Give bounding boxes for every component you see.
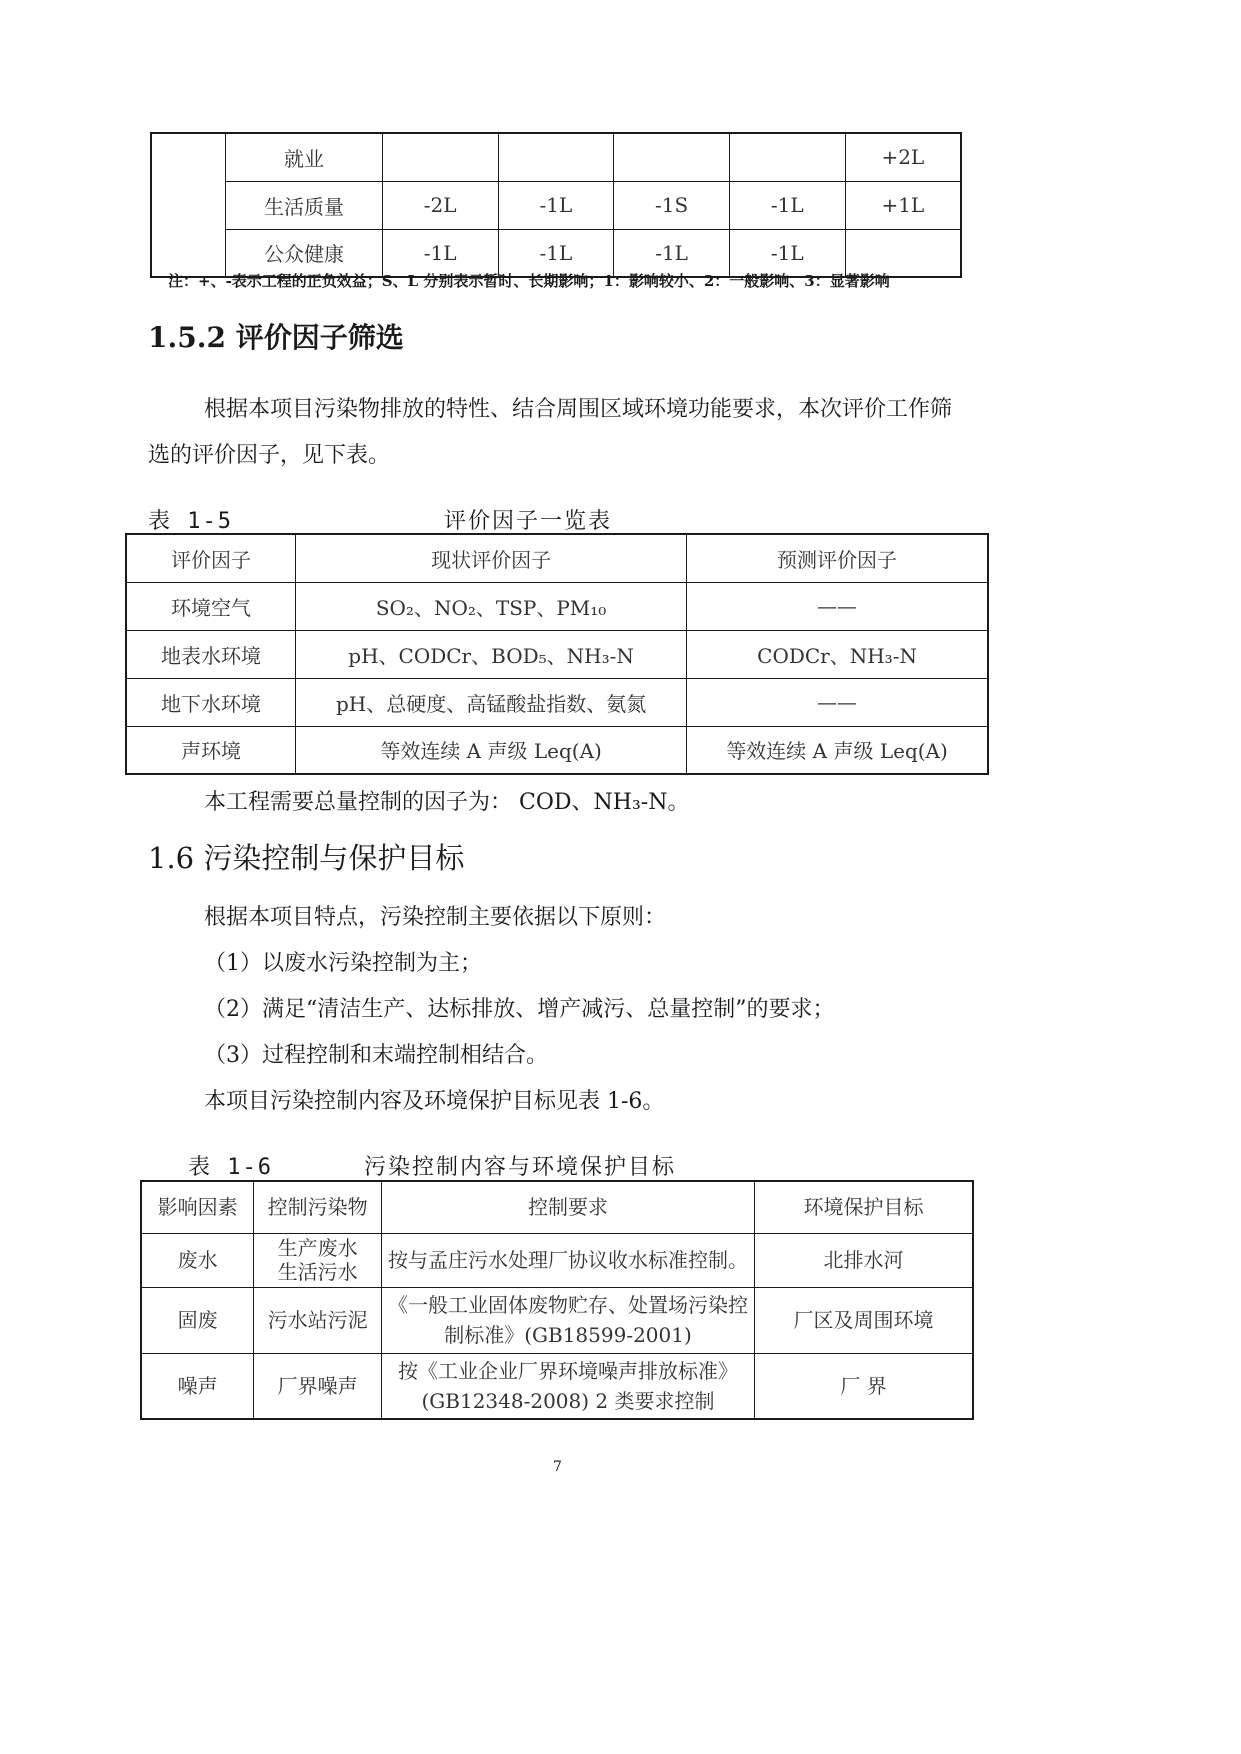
paragraph-line: 根据本项目特点，污染控制主要依据以下原则： (204, 905, 667, 930)
section-heading-1-5-2: 1.5.2 评价因子筛选 (148, 321, 404, 354)
evaluation-factor-table (125, 533, 989, 775)
table-row (126, 582, 988, 630)
requirement-line: 按与孟庄污水处理厂协议收水标准控制。 (388, 1248, 748, 1272)
table-row (151, 133, 961, 181)
cell (498, 133, 614, 181)
forecast-factor-cell: 等效连续 A 声级 Leq(A) (687, 726, 988, 774)
table-header-row (141, 1181, 973, 1233)
target-cell: 北排水河 (755, 1233, 973, 1287)
current-factor-cell: pH、CODCr、BOD₅、NH₃-N (296, 630, 687, 678)
table-row (126, 630, 988, 678)
factor-cell: 噪声 (141, 1353, 254, 1419)
cell: -1S (614, 181, 730, 229)
pollutant-cell (254, 1287, 382, 1353)
requirement-cell (381, 1287, 754, 1353)
factor-cell: 地表水环境 (126, 630, 296, 678)
impact-table-note: 注：+、-表示工程的正负效益；S、L 分别表示暂时、长期影响；1：影响较小、2：一般影响、3：显著影响 (168, 272, 890, 290)
paragraph-line: 根据本项目污染物排放的特性、结合周围区域环境功能要求，本次评价工作筛 (204, 397, 953, 422)
cell: -2L (382, 181, 498, 229)
column-header: 评价因子 (126, 534, 296, 582)
table-row (126, 678, 988, 726)
column-header: 环境保护目标 (755, 1181, 973, 1233)
section-heading-1-6: 1.6 污染控制与保护目标 (148, 841, 465, 875)
pollutant-cell (254, 1353, 382, 1419)
requirement-line: 《一般工业固体废物贮存、处置场污染控 (388, 1293, 748, 1317)
paragraph-line: 本项目污染控制内容及环境保护目标见表 1-6。 (204, 1089, 665, 1114)
cell: +2L (845, 133, 961, 181)
column-header: 控制污染物 (254, 1181, 382, 1233)
table-row (141, 1233, 973, 1287)
column-header: 控制要求 (381, 1181, 754, 1233)
row-label: 就业 (226, 133, 383, 181)
requirement-line: 制标准》(GB18599-2001) (444, 1323, 692, 1347)
cell (729, 133, 845, 181)
page-number: 7 (553, 1459, 562, 1475)
list-item: （2）满足“清洁生产、达标排放、增产减污、总量控制”的要求； (204, 997, 835, 1022)
requirement-cell (381, 1353, 754, 1419)
pollutant-line: 污水站污泥 (267, 1308, 368, 1332)
table-number: 表 1-5 (148, 509, 233, 534)
column-header: 影响因素 (141, 1181, 254, 1233)
table-row (126, 726, 988, 774)
impact-table (150, 132, 962, 278)
row-label: 生活质量 (226, 181, 383, 229)
list-item: （1）以废水污染控制为主； (204, 951, 482, 976)
paragraph-line: 选的评价因子，见下表。 (148, 443, 391, 468)
pollution-control-table (140, 1180, 974, 1420)
table-title: 评价因子一览表 (444, 509, 613, 534)
current-factor-cell: 等效连续 A 声级 Leq(A) (296, 726, 687, 774)
factor-cell: 地下水环境 (126, 678, 296, 726)
table-row (151, 181, 961, 229)
table-header-row (126, 534, 988, 582)
factor-cell: 声环境 (126, 726, 296, 774)
empty-category-cell (151, 133, 226, 277)
cell (382, 133, 498, 181)
column-header: 现状评价因子 (296, 534, 687, 582)
cell: -1L (729, 181, 845, 229)
cell: -1L (498, 181, 614, 229)
forecast-factor-cell: —— (687, 582, 988, 630)
cell: -1L (614, 229, 730, 277)
current-factor-cell: pH、总硬度、高锰酸盐指数、氨氮 (296, 678, 687, 726)
cell: -1L (498, 229, 614, 277)
factor-cell: 废水 (141, 1233, 254, 1287)
pollutant-cell (254, 1233, 382, 1287)
cell: -1L (382, 229, 498, 277)
requirement-cell (381, 1233, 754, 1287)
list-item: （3）过程控制和末端控制相结合。 (204, 1043, 548, 1068)
requirement-line: 按《工业企业厂界环境噪声排放标准》 (398, 1358, 738, 1383)
factor-cell: 环境空气 (126, 582, 296, 630)
pollutant-line: 生活污水 (277, 1260, 358, 1284)
table-row (141, 1353, 973, 1419)
table-row (141, 1287, 973, 1353)
factor-cell: 固废 (141, 1287, 254, 1353)
forecast-factor-cell: —— (687, 678, 988, 726)
cell: +1L (845, 181, 961, 229)
table-title: 污染控制内容与环境保护目标 (364, 1155, 677, 1180)
row-label: 公众健康 (226, 229, 383, 277)
current-factor-cell: SO₂、NO₂、TSP、PM₁₀ (296, 582, 687, 630)
cell: -1L (729, 229, 845, 277)
requirement-line: (GB12348-2008) 2 类要求控制 (421, 1388, 715, 1413)
pollutant-line: 生产废水 (277, 1236, 358, 1260)
pollutant-line: 厂界噪声 (277, 1373, 358, 1398)
forecast-factor-cell: CODCr、NH₃-N (687, 630, 988, 678)
target-cell: 厂区及周围环境 (755, 1287, 973, 1353)
cell (614, 133, 730, 181)
target-cell: 厂 界 (755, 1353, 973, 1419)
total-control-text: 本工程需要总量控制的因子为： COD、NH₃-N。 (204, 790, 690, 815)
column-header: 预测评价因子 (687, 534, 988, 582)
table-number: 表 1-6 (188, 1155, 273, 1180)
